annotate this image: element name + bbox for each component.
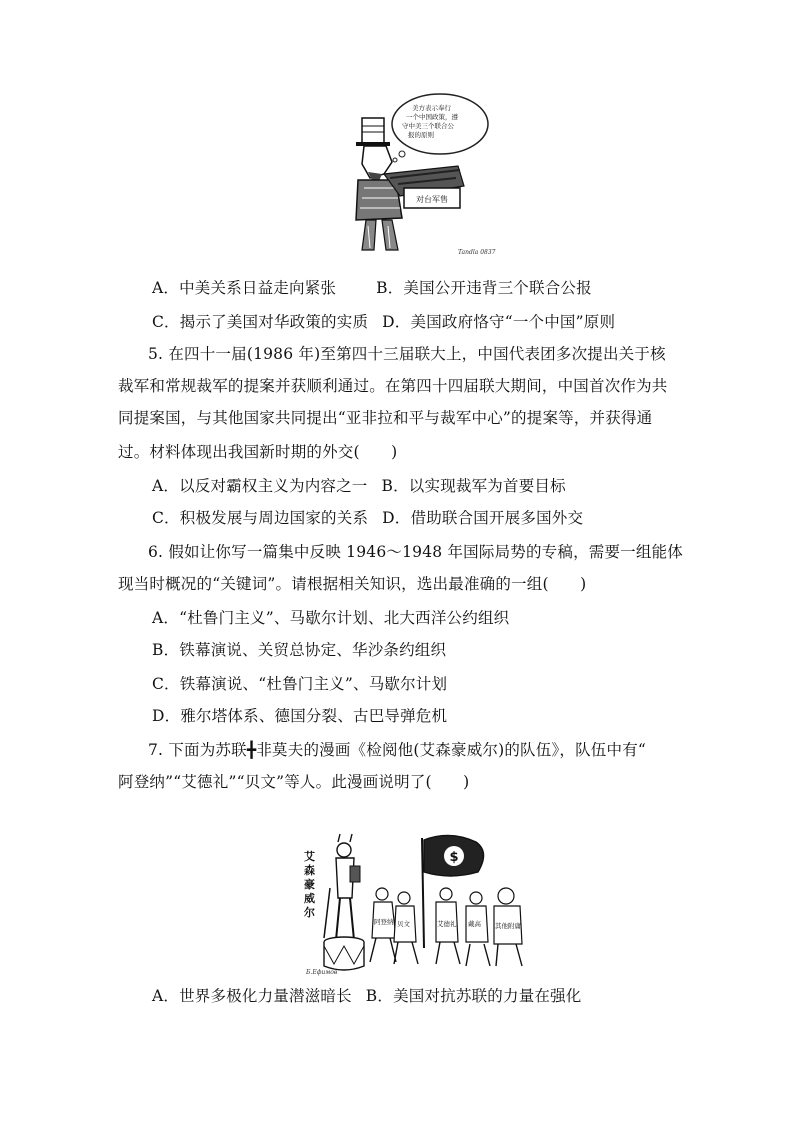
q5-option-a: A．以反对霸权主义为内容之一: [152, 477, 368, 495]
q7-options-row1: [152, 986, 582, 1006]
q5-stem-line2: 裁军和常规裁军的提案并获顺利通过。在第四十四届联大期间，中国首次作为共: [118, 377, 668, 395]
q6-option-d: D．雅尔塔体系、德国分裂、古巴导弹危机: [152, 707, 448, 725]
flag-dollar-symbol: $: [449, 850, 459, 865]
cartoon1-speech: 美方表示奉行 一个中国政策，遵 守中美三个联合公 报的原则: [402, 104, 458, 139]
q4-option-b: B．美国公开违背三个联合公报: [376, 279, 592, 297]
q5-stem-line1: 5. 在四十一届(1986 年)至第四十三届联大上，中国代表团多次提出关于核: [148, 345, 666, 363]
cartoon1-signature: Tandla 0837: [458, 249, 496, 256]
q6-option-b: B．铁幕演说、关贸总协定、华沙条约组织: [152, 641, 447, 659]
q5-options-row2: [152, 508, 583, 528]
q6-stem-line1: 6. 假如让你写一篇集中反映 1946～1948 年国际局势的专稿，需要一组能体: [148, 543, 683, 561]
q4-option-a: A．中美关系日益走向紧张: [152, 279, 337, 297]
marcher-label-attlee: 艾德礼: [437, 920, 457, 928]
marcher-label-others: 其他附庸: [495, 922, 521, 930]
q4-option-c: C．揭示了美国对华政策的实质: [152, 313, 369, 331]
q5-option-d: D．借助联合国开展多国外交: [382, 509, 584, 527]
q6-option-a: A．“杜鲁门主义”、马歇尔计划、北大西洋公约组织: [152, 609, 510, 627]
q7-option-a: A．世界多极化力量潜滋暗长: [152, 987, 352, 1005]
q4-option-d: D．美国政府恪守“一个中国”原则: [382, 313, 616, 331]
q5-stem-line3: 同提案国，与其他国家共同提出“亚非拉和平与裁军中心”的提案等，并获得通: [118, 409, 653, 427]
q5-stem-line4: 过。材料体现出我国新时期的外交( ): [118, 443, 398, 461]
q4-options-row1: [152, 278, 592, 298]
cartoon2-signature: Б.Ефимов: [306, 969, 338, 976]
cartoon-eisenhower-review: [300, 828, 536, 976]
cartoon2-eisenhower-label: 艾 森 豪 威 尔: [304, 850, 315, 919]
q7-stem-line2: 阿登纳”“艾德礼”“贝文”等人。此漫画说明了( ): [118, 773, 470, 791]
marcher-label-degaulle: 戴高: [468, 920, 481, 928]
cartoon1-box-label: 对台军售: [416, 195, 448, 204]
q7-stem-line1: 7. 下面为苏联╋非莫夫的漫画《检阅他(艾森豪威尔)的队伍》，队伍中有“: [148, 741, 647, 759]
q5-option-b: B．以实现裁军为首要目标: [381, 477, 566, 495]
q5-options-row1: [152, 476, 566, 496]
q6-option-c: C．铁幕演说、“杜鲁门主义”、马歇尔计划: [152, 675, 448, 693]
q7-option-b: B．美国对抗苏联的力量在强化: [365, 987, 582, 1005]
q6-stem-line2: 现当时概况的“关键词”。请根据相关知识，选出最准确的一组( ): [118, 575, 587, 593]
q5-option-c: C．积极发展与周边国家的关系: [152, 509, 369, 527]
q4-options-row2: [152, 312, 615, 332]
cartoon-uncle-sam: [340, 88, 496, 260]
marcher-label-bevin: 贝文: [397, 920, 410, 928]
marcher-label-adenauer: 阿登纳: [374, 918, 394, 926]
